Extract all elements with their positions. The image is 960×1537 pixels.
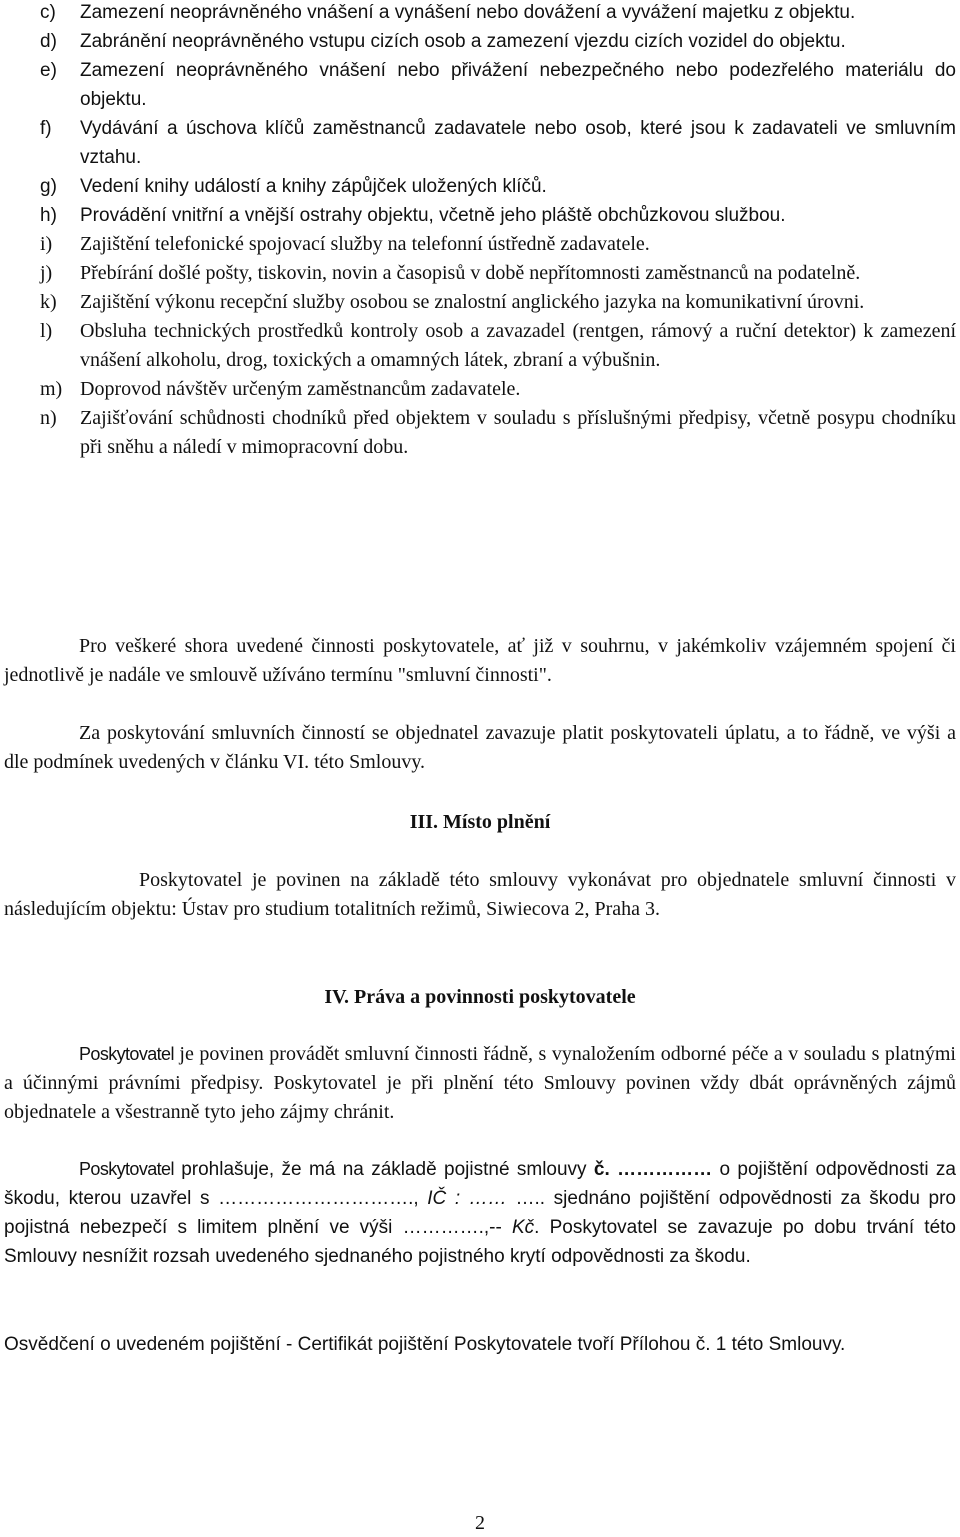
list-marker: c)	[40, 2, 56, 23]
list-item	[4, 56, 956, 114]
list-item	[4, 288, 956, 317]
provider-lead: Poskytovatel	[79, 1044, 174, 1064]
duties-paragraph	[4, 1040, 956, 1127]
section-heading-place: III. Místo plnění	[409, 811, 551, 833]
list-marker: m)	[40, 378, 63, 400]
list-marker: f)	[40, 118, 52, 139]
list-item-text: Zabránění neoprávněného vstupu cizích osob a zamezení vjezdu cizích vozidel do objektu.	[80, 31, 846, 52]
list-item-text: Zajištění výkonu recepční služby osobou se znalostní anglického jazyka na komunikativní úrovni.	[80, 291, 865, 313]
list-item	[4, 404, 956, 462]
list-item-text: Zamezení neoprávněného vnášení nebo přivážení nebezpečného nebo podezřelého materiálu do objektu.	[80, 60, 956, 110]
summary-paragraph: Pro veškeré shora uvedené činnosti poskytovatele, ať již v souhrnu, v jakémkoliv vzájemném spojení či jednotlivě je nadále ve smlouvě užíváno termínu "smluvní činnosti".	[4, 635, 956, 686]
insurance-text: ….. sjednáno pojištění odpovědnosti za škodu pro pojistná nebezpečí s limitem plnění ve výši ………….,--	[4, 1188, 956, 1238]
list-item-text: Obsluha technických prostředků kontroly osob a zavazadel (rentgen, rámový a ruční detektor) k zamezení vnášení alkoholu, drog, toxických a omamných látek, zbraní a výbušnin.	[80, 320, 956, 371]
list-item-text: Zamezení neoprávněného vnášení a vynášení nebo dovážení a vyvážení majetku z objektu.	[80, 2, 856, 23]
list-item	[4, 0, 956, 27]
list-item-text: Zajišťování schůdnosti chodníků před objektem v souladu s příslušnými předpisy, včetně posypu chodníku při sněhu a náledí v mimopracovní dobu.	[80, 407, 956, 458]
insurance-paragraph	[4, 1155, 956, 1271]
company-id: IČ : ……	[418, 1188, 516, 1209]
section-heading-duties: IV. Práva a povinnosti poskytovatele	[324, 986, 636, 1008]
list-marker: g)	[40, 176, 57, 197]
list-item	[4, 114, 956, 172]
list-item	[4, 230, 956, 259]
provider-lead: Poskytovatel	[79, 1159, 174, 1179]
list-item-text: Vedení knihy událostí a knihy zápůjček uložených klíčů.	[80, 176, 547, 197]
list-item-text: Vydávání a úschova klíčů zaměstnanců zadavatele nebo osob, které jsou k zadavateli ve smluvním vztahu.	[80, 118, 956, 168]
list-marker: k)	[40, 291, 57, 313]
activities-list	[4, 0, 956, 462]
list-item	[4, 172, 956, 201]
list-item	[4, 27, 956, 56]
list-marker: i)	[40, 233, 53, 255]
certificate-paragraph: Osvědčení o uvedeném pojištění - Certifikát pojištění Poskytovatele tvoří Přílohou č. 1 této Smlouvy.	[4, 1334, 846, 1355]
insurance-text: prohlašuje, že má na základě pojistné smlouvy	[173, 1159, 594, 1180]
insurance-text: o pojištění odpovědnosti za škodu, kterou uzavřel s ………………………….,	[4, 1159, 956, 1209]
list-item	[4, 375, 956, 404]
list-item-text: Provádění vnitřní a vnější ostrahy objektu, včetně jeho pláště obchůzkovou službou.	[80, 205, 786, 226]
list-marker: d)	[40, 31, 57, 52]
currency: Kč	[511, 1217, 535, 1238]
list-marker: j)	[40, 262, 53, 284]
place-paragraph: Poskytovatel je povinen na základě této smlouvy vykonávat pro objednatele smluvní činnosti v následujícím objektu: Ústav pro studium totalitních režimů, Siwiecova 2, Praha 3.	[4, 869, 956, 920]
list-marker: e)	[40, 60, 57, 81]
insurance-text: . Poskytovatel se zavazuje po dobu trvání této Smlouvy nesnížit rozsah uvedeného sjednaného pojistného krytí odpovědnosti za škodu.	[4, 1217, 956, 1267]
list-item	[4, 201, 956, 230]
list-item-text: Doprovod návštěv určeným zaměstnancům zadavatele.	[80, 378, 521, 400]
page-number: 2	[475, 1512, 485, 1534]
list-marker: n)	[40, 407, 57, 429]
list-item-text: Přebírání došlé pošty, tiskovin, novin a časopisů v době nepřítomnosti zaměstnanců na podatelně.	[80, 262, 861, 284]
contract-number: č. ……………	[593, 1159, 713, 1180]
list-item-text: Zajištění telefonické spojovací služby na telefonní ústředně zadavatele.	[80, 233, 650, 255]
list-marker: h)	[40, 205, 57, 226]
payment-paragraph: Za poskytování smluvních činností se objednatel zavazuje platit poskytovateli úplatu, a to řádně, ve výši a dle podmínek uvedených v článku VI. této Smlouvy.	[4, 722, 956, 773]
list-item	[4, 259, 956, 288]
list-item	[4, 317, 956, 375]
list-marker: l)	[40, 320, 53, 342]
duties-text: je povinen provádět smluvní činnosti řádně, s vynaložením odborné péče a v souladu s platnými a účinnými právními předpisy. Poskytovatel je při plnění této Smlouvy povinen vždy dbát oprávněných zájmů objednatele a všestranně tyto jeho zájmy chránit.	[4, 1043, 956, 1123]
